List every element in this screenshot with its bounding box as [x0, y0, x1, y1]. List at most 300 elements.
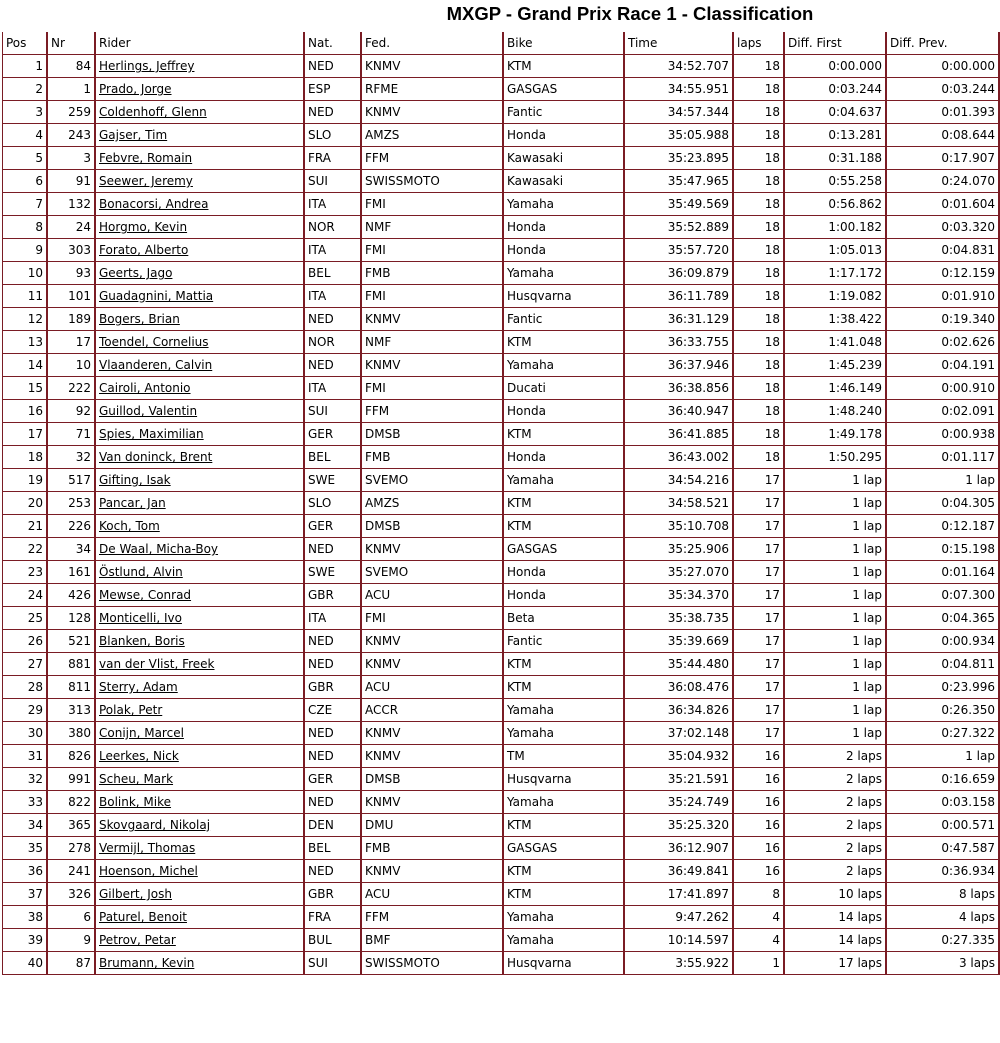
diff-first-cell: 1 lap — [785, 538, 887, 561]
table-row — [2, 837, 1000, 860]
table-row — [2, 952, 1000, 975]
rider-link[interactable]: Monticelli, Ivo — [99, 611, 182, 625]
rider-cell — [96, 699, 305, 722]
time-cell: 9:47.262 — [625, 906, 734, 929]
rider-link[interactable]: Polak, Petr — [99, 703, 163, 717]
rider-link[interactable]: Paturel, Benoit — [99, 910, 187, 924]
time-cell: 35:57.720 — [625, 239, 734, 262]
bike-cell: Yamaha — [504, 262, 625, 285]
bike-cell: Yamaha — [504, 722, 625, 745]
diff-first-cell: 0:56.862 — [785, 193, 887, 216]
diff-first-cell: 10 laps — [785, 883, 887, 906]
diff-first-cell: 2 laps — [785, 860, 887, 883]
fed-cell: KNMV — [362, 791, 504, 814]
diff-first-cell: 1:38.422 — [785, 308, 887, 331]
fed-cell: FMI — [362, 607, 504, 630]
rider-cell — [96, 745, 305, 768]
rider-cell — [96, 285, 305, 308]
bike-cell: KTM — [504, 423, 625, 446]
bike-cell: Beta — [504, 607, 625, 630]
rider-link[interactable]: Toendel, Cornelius — [99, 335, 209, 349]
fed-cell: FMI — [362, 377, 504, 400]
rider-link[interactable]: Gajser, Tim — [99, 128, 168, 142]
table-row — [2, 285, 1000, 308]
bike-cell: KTM — [504, 55, 625, 78]
pos-cell: 39 — [2, 929, 48, 952]
pos-cell: 24 — [2, 584, 48, 607]
diff-first-cell: 1 lap — [785, 699, 887, 722]
time-cell: 34:57.344 — [625, 101, 734, 124]
diff-first-cell: 0:00.000 — [785, 55, 887, 78]
fed-cell: SVEMO — [362, 469, 504, 492]
nat-cell: FRA — [305, 906, 362, 929]
laps-cell: 18 — [734, 170, 785, 193]
page-title: MXGP - Grand Prix Race 1 - Classification — [446, 3, 814, 24]
laps-cell: 17 — [734, 515, 785, 538]
diff-prev-cell: 0:04.191 — [887, 354, 1000, 377]
rider-cell — [96, 308, 305, 331]
pos-cell: 31 — [2, 745, 48, 768]
table-row — [2, 216, 1000, 239]
column-header-pos: Pos — [2, 32, 48, 55]
nat-cell: BEL — [305, 446, 362, 469]
nr-cell: 84 — [48, 55, 96, 78]
diff-first-cell: 1:00.182 — [785, 216, 887, 239]
nat-cell: NED — [305, 722, 362, 745]
pos-cell: 22 — [2, 538, 48, 561]
header-row — [2, 32, 1000, 55]
laps-cell: 17 — [734, 492, 785, 515]
table-row — [2, 446, 1000, 469]
nr-cell: 259 — [48, 101, 96, 124]
nat-cell: FRA — [305, 147, 362, 170]
rider-link[interactable]: Spies, Maximilian — [99, 427, 204, 441]
diff-prev-cell: 0:04.365 — [887, 607, 1000, 630]
diff-prev-cell: 0:17.907 — [887, 147, 1000, 170]
fed-cell: ACU — [362, 883, 504, 906]
rider-link[interactable]: Östlund, Alvin — [99, 565, 183, 579]
fed-cell: KNMV — [362, 722, 504, 745]
diff-prev-cell: 0:00.910 — [887, 377, 1000, 400]
table-row — [2, 745, 1000, 768]
diff-prev-cell: 0:07.300 — [887, 584, 1000, 607]
diff-first-cell: 1:41.048 — [785, 331, 887, 354]
nat-cell: GER — [305, 423, 362, 446]
table-row — [2, 101, 1000, 124]
diff-first-cell: 1:50.295 — [785, 446, 887, 469]
table-row — [2, 193, 1000, 216]
time-cell: 35:47.965 — [625, 170, 734, 193]
column-header-fed: Fed. — [362, 32, 504, 55]
nr-cell: 313 — [48, 699, 96, 722]
rider-link[interactable]: Conijn, Marcel — [99, 726, 184, 740]
time-cell: 35:38.735 — [625, 607, 734, 630]
rider-link[interactable]: Bolink, Mike — [99, 795, 172, 809]
nr-cell: 3 — [48, 147, 96, 170]
bike-cell: KTM — [504, 860, 625, 883]
nat-cell: NED — [305, 630, 362, 653]
bike-cell: Honda — [504, 446, 625, 469]
pos-cell: 5 — [2, 147, 48, 170]
diff-prev-cell: 0:04.305 — [887, 492, 1000, 515]
laps-cell: 18 — [734, 400, 785, 423]
pos-cell: 29 — [2, 699, 48, 722]
bike-cell: KTM — [504, 331, 625, 354]
rider-link[interactable]: De Waal, Micha-Boy — [99, 542, 219, 556]
rider-link[interactable]: Hoenson, Michel — [99, 864, 198, 878]
laps-cell: 17 — [734, 561, 785, 584]
diff-prev-cell: 0:27.322 — [887, 722, 1000, 745]
nat-cell: NED — [305, 538, 362, 561]
bike-cell: GASGAS — [504, 837, 625, 860]
rider-link[interactable]: Koch, Tom — [99, 519, 160, 533]
nat-cell: BUL — [305, 929, 362, 952]
table-row — [2, 630, 1000, 653]
rider-cell — [96, 469, 305, 492]
laps-cell: 18 — [734, 101, 785, 124]
column-header-bike: Bike — [504, 32, 625, 55]
diff-prev-cell: 0:08.644 — [887, 124, 1000, 147]
pos-cell: 10 — [2, 262, 48, 285]
diff-prev-cell: 0:02.626 — [887, 331, 1000, 354]
diff-first-cell: 0:03.244 — [785, 78, 887, 101]
bike-cell: Husqvarna — [504, 952, 625, 975]
table-row — [2, 147, 1000, 170]
rider-cell — [96, 607, 305, 630]
fed-cell: NMF — [362, 216, 504, 239]
rider-link[interactable]: Brumann, Kevin — [99, 956, 195, 970]
laps-cell: 1 — [734, 952, 785, 975]
rider-cell — [96, 55, 305, 78]
table-row — [2, 883, 1000, 906]
nat-cell: GER — [305, 515, 362, 538]
nat-cell: NED — [305, 354, 362, 377]
nr-cell: 189 — [48, 308, 96, 331]
laps-cell: 17 — [734, 699, 785, 722]
nr-cell: 226 — [48, 515, 96, 538]
nr-cell: 380 — [48, 722, 96, 745]
diff-first-cell: 1:48.240 — [785, 400, 887, 423]
time-cell: 34:58.521 — [625, 492, 734, 515]
nr-cell: 93 — [48, 262, 96, 285]
nr-cell: 303 — [48, 239, 96, 262]
nr-cell: 222 — [48, 377, 96, 400]
laps-cell: 18 — [734, 262, 785, 285]
bike-cell: Yamaha — [504, 699, 625, 722]
rider-link[interactable]: Guillod, Valentin — [99, 404, 198, 418]
rider-cell — [96, 584, 305, 607]
laps-cell: 18 — [734, 193, 785, 216]
time-cell: 35:34.370 — [625, 584, 734, 607]
table-row — [2, 170, 1000, 193]
bike-cell: Honda — [504, 124, 625, 147]
time-cell: 36:12.907 — [625, 837, 734, 860]
laps-cell: 8 — [734, 883, 785, 906]
fed-cell: DMSB — [362, 423, 504, 446]
pos-cell: 34 — [2, 814, 48, 837]
nr-cell: 128 — [48, 607, 96, 630]
nr-cell: 991 — [48, 768, 96, 791]
fed-cell: DMSB — [362, 768, 504, 791]
time-cell: 35:25.320 — [625, 814, 734, 837]
laps-cell: 16 — [734, 837, 785, 860]
nat-cell: GBR — [305, 584, 362, 607]
diff-first-cell: 1 lap — [785, 469, 887, 492]
diff-prev-cell: 1 lap — [887, 745, 1000, 768]
rider-cell — [96, 354, 305, 377]
rider-link[interactable]: Forato, Alberto — [99, 243, 189, 257]
bike-cell: GASGAS — [504, 78, 625, 101]
nat-cell: NED — [305, 101, 362, 124]
pos-cell: 25 — [2, 607, 48, 630]
nr-cell: 87 — [48, 952, 96, 975]
diff-first-cell: 2 laps — [785, 745, 887, 768]
rider-link[interactable]: Bogers, Brian — [99, 312, 180, 326]
rider-link[interactable]: Cairoli, Antonio — [99, 381, 191, 395]
bike-cell: KTM — [504, 515, 625, 538]
rider-cell — [96, 883, 305, 906]
nr-cell: 32 — [48, 446, 96, 469]
rider-link[interactable]: Guadagnini, Mattia — [99, 289, 214, 303]
diff-prev-cell: 0:02.091 — [887, 400, 1000, 423]
fed-cell: ACU — [362, 584, 504, 607]
nat-cell: GBR — [305, 883, 362, 906]
nat-cell: NED — [305, 308, 362, 331]
laps-cell: 18 — [734, 78, 785, 101]
nr-cell: 521 — [48, 630, 96, 653]
time-cell: 35:24.749 — [625, 791, 734, 814]
rider-cell — [96, 814, 305, 837]
nr-cell: 24 — [48, 216, 96, 239]
laps-cell: 18 — [734, 423, 785, 446]
laps-cell: 4 — [734, 906, 785, 929]
nr-cell: 326 — [48, 883, 96, 906]
rider-link[interactable]: Gifting, Isak — [99, 473, 171, 487]
bike-cell: KTM — [504, 653, 625, 676]
pos-cell: 7 — [2, 193, 48, 216]
diff-prev-cell: 0:04.811 — [887, 653, 1000, 676]
nat-cell: ESP — [305, 78, 362, 101]
diff-first-cell: 1:45.239 — [785, 354, 887, 377]
diff-first-cell: 1 lap — [785, 630, 887, 653]
nr-cell: 9 — [48, 929, 96, 952]
rider-link[interactable]: Bonacorsi, Andrea — [99, 197, 209, 211]
nr-cell: 161 — [48, 561, 96, 584]
fed-cell: FFM — [362, 147, 504, 170]
rider-link[interactable]: Skovgaard, Nikolaj — [99, 818, 211, 832]
column-header-nat: Nat. — [305, 32, 362, 55]
diff-first-cell: 0:04.637 — [785, 101, 887, 124]
rider-link[interactable]: Pancar, Jan — [99, 496, 166, 510]
pos-cell: 35 — [2, 837, 48, 860]
rider-cell — [96, 538, 305, 561]
diff-first-cell: 2 laps — [785, 814, 887, 837]
table-row — [2, 768, 1000, 791]
pos-cell: 21 — [2, 515, 48, 538]
nat-cell: GER — [305, 768, 362, 791]
rider-link[interactable]: Herlings, Jeffrey — [99, 59, 195, 73]
time-cell: 36:31.129 — [625, 308, 734, 331]
rider-link[interactable]: Van doninck, Brent — [99, 450, 213, 464]
table-row — [2, 423, 1000, 446]
rider-link[interactable]: Geerts, Jago — [99, 266, 173, 280]
bike-cell: Honda — [504, 561, 625, 584]
time-cell: 35:52.889 — [625, 216, 734, 239]
diff-prev-cell: 0:36.934 — [887, 860, 1000, 883]
rider-link[interactable]: Blanken, Boris — [99, 634, 185, 648]
diff-first-cell: 1:17.172 — [785, 262, 887, 285]
rider-link[interactable]: Petrov, Petar — [99, 933, 176, 947]
nr-cell: 881 — [48, 653, 96, 676]
rider-link[interactable]: Mewse, Conrad — [99, 588, 192, 602]
diff-prev-cell: 0:03.244 — [887, 78, 1000, 101]
table-row — [2, 860, 1000, 883]
fed-cell: BMF — [362, 929, 504, 952]
rider-link[interactable]: Febvre, Romain — [99, 151, 193, 165]
nat-cell: ITA — [305, 193, 362, 216]
fed-cell: KNMV — [362, 308, 504, 331]
fed-cell: KNMV — [362, 101, 504, 124]
nr-cell: 243 — [48, 124, 96, 147]
rider-link[interactable]: Vlaanderen, Calvin — [99, 358, 213, 372]
diff-prev-cell: 0:03.320 — [887, 216, 1000, 239]
rider-cell — [96, 239, 305, 262]
diff-first-cell: 2 laps — [785, 768, 887, 791]
nr-cell: 426 — [48, 584, 96, 607]
bike-cell: GASGAS — [504, 538, 625, 561]
diff-first-cell: 0:31.188 — [785, 147, 887, 170]
rider-link[interactable]: Prado, Jorge — [99, 82, 172, 96]
classification-table — [2, 32, 1000, 975]
table-row — [2, 308, 1000, 331]
rider-link[interactable]: van der Vlist, Freek — [99, 657, 215, 671]
rider-cell — [96, 630, 305, 653]
time-cell: 36:37.946 — [625, 354, 734, 377]
pos-cell: 3 — [2, 101, 48, 124]
nr-cell: 10 — [48, 354, 96, 377]
pos-cell: 26 — [2, 630, 48, 653]
nat-cell: SLO — [305, 124, 362, 147]
bike-cell: Yamaha — [504, 193, 625, 216]
nr-cell: 811 — [48, 676, 96, 699]
nat-cell: GBR — [305, 676, 362, 699]
fed-cell: KNMV — [362, 630, 504, 653]
time-cell: 35:10.708 — [625, 515, 734, 538]
diff-prev-cell: 0:01.910 — [887, 285, 1000, 308]
bike-cell: Yamaha — [504, 354, 625, 377]
table-row — [2, 78, 1000, 101]
diff-first-cell: 1 lap — [785, 722, 887, 745]
table-row — [2, 699, 1000, 722]
fed-cell: KNMV — [362, 860, 504, 883]
time-cell: 35:39.669 — [625, 630, 734, 653]
rider-link[interactable]: Seewer, Jeremy — [99, 174, 193, 188]
diff-prev-cell: 0:47.587 — [887, 837, 1000, 860]
nat-cell: SLO — [305, 492, 362, 515]
rider-link[interactable]: Horgmo, Kevin — [99, 220, 188, 234]
time-cell: 34:54.216 — [625, 469, 734, 492]
nat-cell: ITA — [305, 377, 362, 400]
nat-cell: ITA — [305, 239, 362, 262]
diff-prev-cell: 0:01.164 — [887, 561, 1000, 584]
time-cell: 35:04.932 — [625, 745, 734, 768]
table-body — [2, 55, 1000, 975]
nr-cell: 278 — [48, 837, 96, 860]
table-row — [2, 515, 1000, 538]
nat-cell: SUI — [305, 170, 362, 193]
rider-cell — [96, 561, 305, 584]
time-cell: 36:40.947 — [625, 400, 734, 423]
bike-cell: Husqvarna — [504, 285, 625, 308]
table-row — [2, 814, 1000, 837]
rider-link[interactable]: Scheu, Mark — [99, 772, 174, 786]
laps-cell: 16 — [734, 860, 785, 883]
rider-link[interactable]: Sterry, Adam — [99, 680, 178, 694]
rider-cell — [96, 216, 305, 239]
bike-cell: KTM — [504, 883, 625, 906]
laps-cell: 17 — [734, 584, 785, 607]
nr-cell: 132 — [48, 193, 96, 216]
diff-first-cell: 1 lap — [785, 676, 887, 699]
nat-cell: ITA — [305, 607, 362, 630]
laps-cell: 17 — [734, 469, 785, 492]
time-cell: 35:27.070 — [625, 561, 734, 584]
time-cell: 34:52.707 — [625, 55, 734, 78]
bike-cell: Husqvarna — [504, 768, 625, 791]
rider-cell — [96, 768, 305, 791]
fed-cell: DMU — [362, 814, 504, 837]
fed-cell: FMB — [362, 837, 504, 860]
rider-link[interactable]: Coldenhoff, Glenn — [99, 105, 207, 119]
fed-cell: FMI — [362, 239, 504, 262]
column-header-diff-prev: Diff. Prev. — [887, 32, 1000, 55]
fed-cell: FMB — [362, 262, 504, 285]
diff-first-cell: 2 laps — [785, 791, 887, 814]
fed-cell: FFM — [362, 400, 504, 423]
fed-cell: FFM — [362, 906, 504, 929]
diff-prev-cell: 0:23.996 — [887, 676, 1000, 699]
time-cell: 3:55.922 — [625, 952, 734, 975]
diff-first-cell: 1:05.013 — [785, 239, 887, 262]
laps-cell: 18 — [734, 377, 785, 400]
fed-cell: KNMV — [362, 354, 504, 377]
diff-first-cell: 0:13.281 — [785, 124, 887, 147]
rider-cell — [96, 952, 305, 975]
bike-cell: KTM — [504, 492, 625, 515]
bike-cell: Kawasaki — [504, 147, 625, 170]
pos-cell: 11 — [2, 285, 48, 308]
column-header-laps: laps — [734, 32, 785, 55]
bike-cell: Honda — [504, 400, 625, 423]
nat-cell: NED — [305, 55, 362, 78]
nat-cell: SUI — [305, 400, 362, 423]
rider-cell — [96, 78, 305, 101]
nat-cell: SWE — [305, 469, 362, 492]
time-cell: 37:02.148 — [625, 722, 734, 745]
pos-cell: 40 — [2, 952, 48, 975]
rider-cell — [96, 423, 305, 446]
fed-cell: SVEMO — [362, 561, 504, 584]
rider-link[interactable]: Gilbert, Josh — [99, 887, 172, 901]
rider-cell — [96, 377, 305, 400]
rider-cell — [96, 147, 305, 170]
diff-prev-cell: 0:19.340 — [887, 308, 1000, 331]
pos-cell: 36 — [2, 860, 48, 883]
rider-link[interactable]: Leerkes, Nick — [99, 749, 179, 763]
laps-cell: 17 — [734, 722, 785, 745]
table-row — [2, 262, 1000, 285]
rider-link[interactable]: Vermijl, Thomas — [99, 841, 196, 855]
